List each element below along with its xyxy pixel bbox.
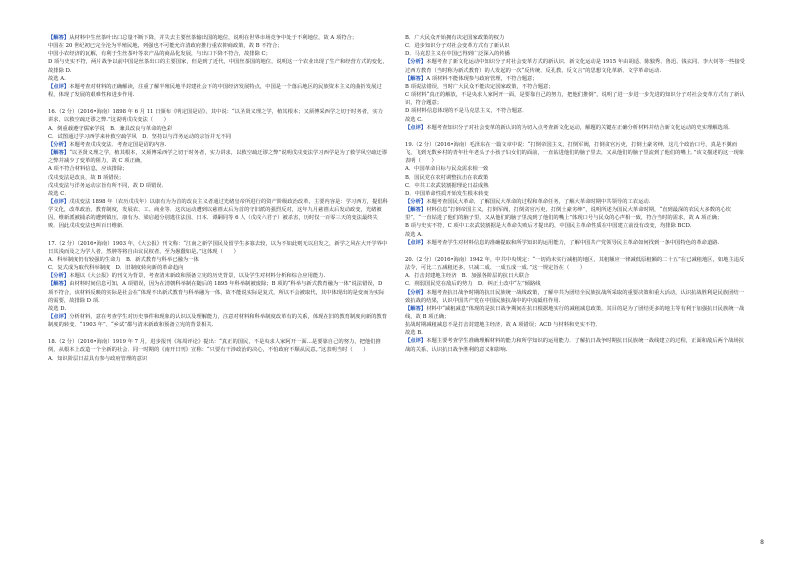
line-text: C．试图通过学习西学来补救空疏学风 D．坚持以与洋务运动的宗旨并无不同	[48, 133, 232, 140]
text-line	[48, 83, 388, 99]
text-line	[405, 91, 745, 107]
text-line	[405, 222, 745, 230]
question-spacer	[48, 231, 388, 240]
text-line	[405, 165, 745, 173]
text-line	[48, 50, 388, 58]
line-text: 本题主要考查学生准确理解材料的能力和所学知识的运用能力．了解抗日战争时期抗日民族统一战线建立的过程，正面和敌后两个战场抗战的关系，认识抗日战争胜利的意义和影响.	[405, 338, 745, 353]
section-tag: 【分析】	[48, 273, 70, 280]
line-text: 分析材料，意在考查学生对历史事件和现象的认识以及理解能力，注意对材料和科举制度改革有的关系，体现在旧的教育制度向新的教育制度的转变．“1903 年”、“乡试”都与清末新政和预备立宪的背景相关.	[48, 314, 388, 329]
line-text: 中国在 20 世纪初已完全沦为半殖民地，列强也不可能允许清政府推行重农抑商政策，故 B 不符合；	[48, 43, 283, 50]
line-text: B 项说法错误，当时广大民众不能决定国家政策，不符合题意；	[405, 83, 554, 90]
text-line	[48, 149, 388, 165]
text-line	[405, 75, 745, 83]
text-line	[405, 83, 745, 91]
text-line	[405, 107, 745, 115]
text-line	[405, 34, 745, 42]
line-text: 本题考查知识分子对社会变革的新认识的为切入点考查新文化运动，解题的关键在正确分析材料并结合新文化运动的史实理解选项.	[426, 124, 730, 131]
text-line	[405, 280, 745, 288]
text-line	[48, 190, 388, 198]
question-spacer	[405, 247, 745, 256]
text-line	[48, 133, 388, 141]
line-text: 本题以《大公报》的刊文为背景，考查清末新政和预备立宪的历史背景，以及学生对材料分析和综合应用能力.	[69, 273, 326, 280]
line-text: A 项材料不能体现参与政府管理，不符合题意；	[426, 75, 538, 82]
line-text: B．国民党在农村调整抗击在农政策	[405, 174, 489, 181]
text-line	[48, 108, 388, 124]
line-text: B 项与史实不符，C 项中工农武装割据是大革命失败后才提出的，中国民主革命性质在中国建立前没有改变，均排除 BCD．	[405, 223, 696, 230]
text-line	[48, 313, 388, 329]
text-line	[48, 42, 388, 50]
line-text: 材料信息“打倒帝国主义，打倒军阀，打倒贪官污吏，打倒土豪劣绅”，说明所述为国民大革命时期，“直到最深的农民大多数的心坎里”，“一直钻进了他们的脑子里，又从他们的脑子里流到了他们的嘴上”体现口号与民众的心声相一致，符合当时的需求，故 A 项正确；	[405, 207, 731, 222]
text-line	[48, 58, 388, 74]
line-text: C．进步知识分子对社会变革方式有了新认识	[405, 43, 510, 50]
question-spacer	[48, 99, 388, 108]
question-spacer	[405, 132, 745, 141]
text-line	[405, 42, 745, 50]
line-text: 故选 C.	[405, 116, 423, 123]
line-text: 本题考查了新文化运动中知识分子对社会变革方式的新认识．新文化运动是 1915 年由胡适、陈独秀、鲁迅、钱玄同、李大钊等一些接受过西方教育（当时称为新式教育）的人发起的一次“反传统、反孔教、反文言”的思想文化革新、文学革命运动.	[405, 59, 745, 74]
line-text: 20.（2 分）（2016•海南）1942 年，中共中央规定：“一切尚未实行减租的地区，其租额应一律减低原租额的二十五”在已减租地区，如地主违反法令，可比二五减租还多，只减二成、一成五成一成．”这一规定旨在（ ）	[405, 256, 745, 272]
text-line	[405, 198, 745, 206]
text-line	[405, 116, 745, 124]
section-tag: 【点评】	[405, 338, 427, 345]
section-tag: 【点评】	[405, 124, 427, 131]
line-text: A．打击封建地主经济 B．加强各阶层的抗日大联合	[405, 273, 530, 280]
line-text: 从材料中生丝茶叶出口总量不断下降，并失去主要丝茶输出国的地位，说明在世界市场竞争中处于不利地位，故 A 项符合；	[69, 35, 358, 41]
section-tag: 【解答】	[48, 150, 70, 157]
line-text: A 项不符合材料信息，应该排除；	[48, 166, 128, 173]
text-line	[48, 125, 388, 133]
line-text: “以圣贤义理之学，植其根本，又须博采西学之切于时务者，实力讲求，以救空疏迂谬之弊”说明戊戌变法学习西学是为了救学风空疏迂谬之弊并减少了变革的阻力，故 C 项正确，	[48, 150, 388, 165]
section-tag: 【点评】	[405, 239, 427, 246]
line-text: 戊戌变法 1898 年（农历戊戌年）以康有为为首的改良主义者通过光绪皇帝所进行的资产阶级政治改革，主要内容是：学习西方，提倡科学文化，改革政治、教育制度，发展农、工、商业等．这次运动遭到以慈禧太后为首的守旧派的强烈反对，这年九月慈禧太后发动政变，光绪被囚，维新派被捕杀的遭到镇压，康有为、梁启超分别逃往法国、日本．谭嗣同等 6 人（戊戌六君子）被杀害，历时仅一百零三天的变法最终失败．因此戊戌变法也叫百日维新．	[48, 198, 388, 230]
text-line	[48, 198, 388, 231]
line-text: C．复式成为取代科举制度 D．旧制度转向新的革命趋向	[48, 265, 184, 272]
text-line	[405, 58, 745, 74]
line-text: D 项材料信息体现的不是马克思主义，不符合题意．	[405, 108, 528, 115]
text-line	[405, 272, 745, 280]
text-line	[48, 75, 388, 83]
line-text: 材料中“减租减息”体现的是抗日战争期间在抗日根据地实行的减租减息政策，其目的是为了团结更多的地主等有利于加强抗日民族统一战线，故 B 项正确；	[405, 305, 745, 320]
section-tag: 【点评】	[48, 314, 70, 320]
right-column	[405, 34, 745, 354]
section-tag: 【解答】	[48, 35, 70, 41]
section-tag: 【分析】	[405, 59, 427, 66]
page-number: 8	[760, 539, 764, 546]
line-text: B．广大民众开始拥有决定国家政策的权力	[405, 35, 505, 41]
section-tag: 【解答】	[405, 75, 427, 82]
section-tag: 【解答】	[405, 207, 427, 214]
line-text: 本题考查国民大革命，了解国民大革命的过程和革命任务，了解大革命时期中共领导的工农运动.	[426, 198, 651, 205]
text-line	[405, 206, 745, 222]
text-line	[48, 338, 388, 354]
text-line	[405, 321, 745, 329]
section-tag: 【分析】	[405, 289, 427, 296]
line-text: 19.（2 分）（2016•海南）毛泽东在一篇文章中说：“打倒帝国主义，打倒军阀，打倒贪官污吏，打倒土豪劣绅，这几个政治口号，真是不翼而飞，飞到无数乡村的青年壮年老头子小孩子妇女们的面前，一直钻进他们的脑子里去，又从他们的脑子里流到了他们的嘴上．”该文描述的这一现象表明（ ）	[405, 141, 745, 165]
text-line	[48, 182, 388, 190]
line-text: 抗战时期减租减息不是打击封建地主经济，故 A 项错误；ACD 与材料和史实不符．	[405, 322, 601, 329]
text-line	[48, 256, 388, 264]
text-line	[405, 256, 745, 272]
text-line	[405, 305, 745, 321]
line-text: C 项材料“真正的解放，不是央求人家阿开一面，是要靠自己的努力，把他们推倒”，说明了进一步进一步先进的知识分子对社会变革方式有了新认识，符合题意；	[405, 92, 745, 107]
text-line	[405, 231, 745, 239]
line-text: 戊戌变法是改良，故 B 项错误；	[48, 174, 125, 181]
section-tag: 【分析】	[48, 141, 70, 148]
line-text: 故选 B.	[405, 330, 423, 337]
text-line	[48, 280, 388, 304]
line-text: 故选 A.	[405, 231, 423, 238]
line-text: 本题考查对材料的正确解读，注重了解半殖民地半封建社会下的中国经济发展特点，中国是一个落后地区的民族资本主义的曲折发展过程，体现了发展的艰难性和进步作用.	[48, 83, 382, 99]
text-line	[405, 124, 745, 132]
line-text: 故选 C．	[48, 190, 70, 197]
section-tag: 【解答】	[405, 305, 427, 312]
line-text: 本题考查戊戌变法．考查定国是诏的内容.	[69, 141, 167, 148]
text-line	[48, 264, 388, 272]
text-line	[48, 240, 388, 256]
line-text: D．中国革命性质开始发生根本转变	[405, 190, 489, 197]
section-tag: 【点评】	[48, 83, 70, 90]
text-line	[48, 305, 388, 313]
text-line	[405, 239, 745, 247]
text-line	[405, 50, 745, 58]
text-line	[48, 355, 388, 363]
line-text: 16.（2 分）（2016•海南）1898 年 6 月 11 日颁布《明定国是诏》，其中说：“以圣贤义理之学，植其根本；又须博采西学之切于时务者，实力讲求，以救空疏迂谬之弊.”这说明戊戌变法（ ）	[48, 109, 383, 124]
line-text: A．科举制度仍有较强的生命力 B．新式教育与科举已融为一体	[48, 256, 199, 263]
line-text: 本题考查抗日战争时期的抗日民族统一战线政策，了解中共为团结全民族抗战所采取的重要决策和重大活动，认识抗战胜利是民族团结一致抗战的结果，认识中国共产党在中国民族抗战中的中流砥柱作用.	[405, 289, 745, 304]
text-line	[405, 182, 745, 190]
question-spacer	[48, 329, 388, 338]
text-line	[405, 141, 745, 165]
text-line	[405, 337, 745, 353]
line-text: C．削弱国民党在敌后的势力 D．纠正土改中“左”倾路线	[405, 281, 541, 288]
line-text: A．倒重载遵守儒家学说 B．兼具改良与革命的色彩	[48, 125, 173, 132]
section-tag: 【解答】	[48, 281, 70, 288]
section-tag: 【分析】	[405, 198, 427, 205]
line-text: D．马克思主义在中国已得到广泛深入的传播	[405, 51, 510, 58]
line-text: A．中国革命目标与民众需求相一致	[405, 166, 489, 173]
line-text: 17.（2 分）（2016•海南）1903 年，《大公报》刊文称：“江南之新学国民及留学生多寡去较，以为不如此则无以启发之，新学之风在大开学界中日其浅而及之为学人者，然肿等将自由议民权者，至为愚蠢如是。”这体现（ ）	[48, 240, 388, 255]
line-text: 戊戌变法与洋务运动宗旨有所不同，故 D 项错误．	[48, 182, 167, 189]
line-text: 故选 D.	[48, 305, 67, 312]
text-line	[48, 34, 388, 42]
line-text: 故选 A.	[48, 75, 66, 82]
line-text: C．中共工农武装割据理论日益成熟	[405, 182, 489, 189]
text-line	[48, 165, 388, 173]
text-line	[405, 174, 745, 182]
text-line	[48, 174, 388, 182]
line-text: 18.（2 分）（2016•海南）1919 年 7 月，进步报刊《每周评论》提出：“真正的国民，不是央求人家阿开一面…是要靠自己的努力，把他们推倒，从根本上改造一个全新的社会．同一时期的《南开日刊》宣称：“只要有干涉政治的决心，不怕政府不顺从民意。”这表明当时（ ）	[48, 339, 381, 354]
text-line	[405, 190, 745, 198]
section-tag: 【点评】	[48, 198, 70, 205]
line-text: A．知识阶层日益具有参与政府管理的意识	[48, 355, 148, 362]
left-column	[48, 34, 388, 363]
text-line	[48, 272, 388, 280]
line-text: 本题考查学生对材料信息的准确提取和所学知识的运用能力，了解中国共产党领导民主革命如何找到一条中国特色的革命道路.	[426, 239, 720, 246]
text-line	[405, 329, 745, 337]
line-text: D 项与史实不符，两片战争以前中国是丝茶出口的主要国家，但是到了近代，中国丝茶国的地位，说明这一个农业出现了生产和经营方式的变化，故排除 D.	[48, 59, 388, 74]
text-line	[48, 141, 388, 149]
line-text: 由材料时间信息可知，A 项错误，因为在清朝科举制在随后的 1895 年科举制被废除；B 项的“科举与新式教育融为一体”说法错误，D 项不符合，该材料反映的实际是社会在“体现不出新式教育与科举融为一体，故不能说实际是复式，所以不会被取代，其中体现出的是变而为实际的需要，故排除 D 项.	[48, 281, 385, 304]
line-text: 中国小农经济的瓦解，有利于生丝茶叶等农产品的商品化发展，与出口下降不符合，故排除 C；	[48, 51, 271, 58]
text-line	[405, 289, 745, 305]
